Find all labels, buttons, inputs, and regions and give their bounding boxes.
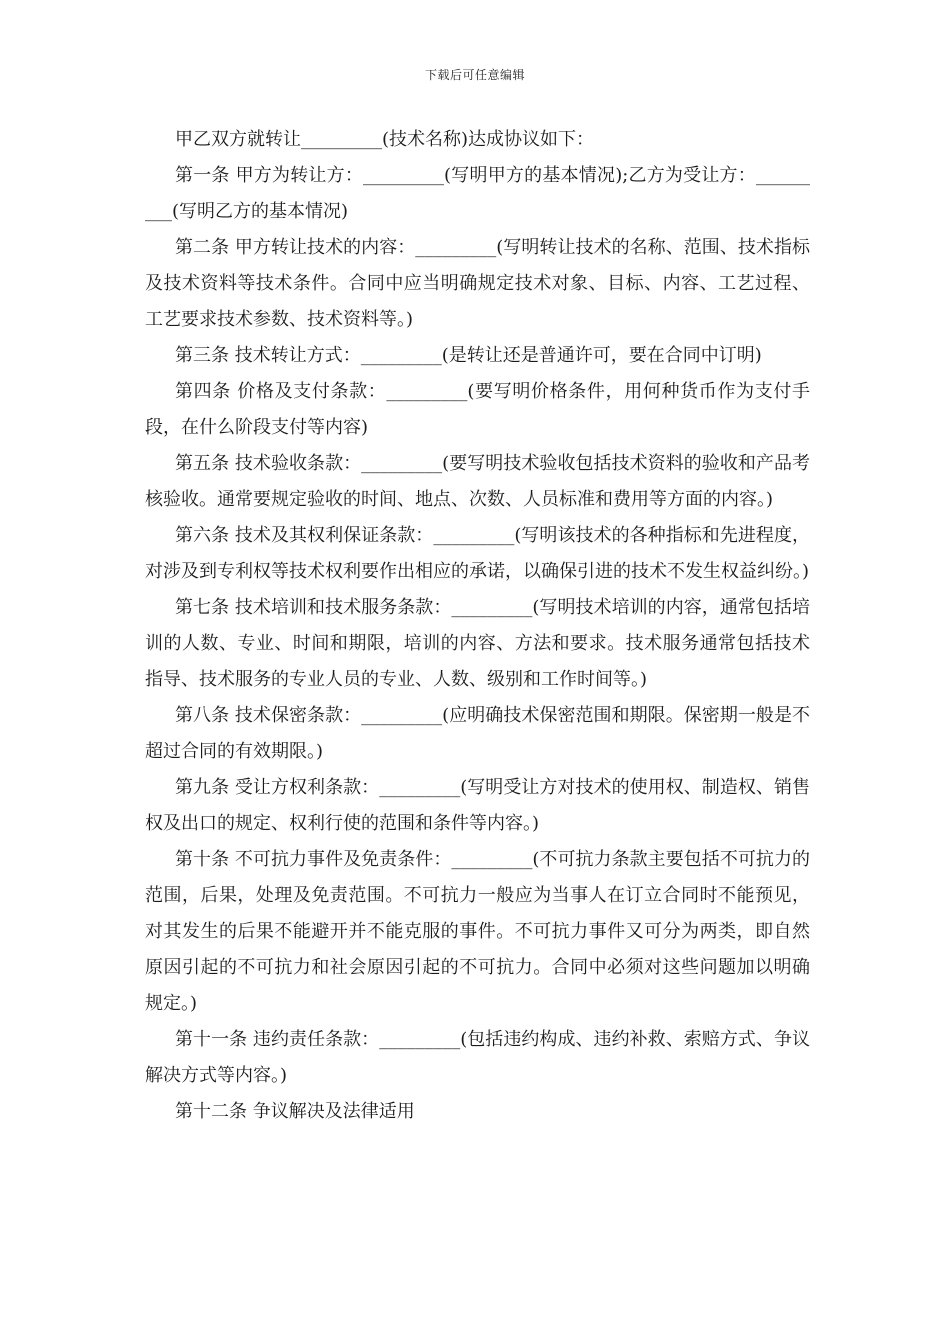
article-2: 第二条 甲方转让技术的内容：_________(写明转让技术的名称、范围、技术指标及技术资料等技术条件。合同中应当明确规定技术对象、目标、内容、工艺过程、工艺要求技术参数、技术资料等。) [145,237,810,330]
page-header: 下载后可任意编辑 [424,68,525,82]
document-body [145,122,810,1130]
article-10: 第十条 不可抗力事件及免责条件：_________(不可抗力条款主要包括不可抗力的范围，后果，处理及免责范围。不可抗力一般应为当事人在订立合同时不能预见，对其发生的后果不能避开并不能克服的事件。不可抗力事件又可分为两类，即自然原因引起的不可抗力和社会原因引起的不可抗力。合同中必须对这些问题加以明确规定。) [145,849,810,1014]
article-6: 第六条 技术及其权利保证条款：_________(写明该技术的各种指标和先进程度，对涉及到专利权等技术权利要作出相应的承诺，以确保引进的技术不发生权益纠纷。) [145,525,810,582]
article-9: 第九条 受让方权利条款：_________(写明受让方对技术的使用权、制造权、销售权及出口的规定、权利行使的范围和条件等内容。) [145,777,810,834]
article-8: 第八条 技术保密条款：_________(应明确技术保密范围和期限。保密期一般是不超过合同的有效期限。) [145,705,810,762]
intro-paragraph: 甲乙双方就转让_________(技术名称)达成协议如下： [175,129,595,150]
article-7: 第七条 技术培训和技术服务条款：_________(写明技术培训的内容，通常包括培训的人数、专业、时间和期限，培训的内容、方法和要求。技术服务通常包括技术指导、技术服务的专业人员的专业、人数、级别和工作时间等。) [145,597,810,690]
article-4: 第四条 价格及支付条款：_________(要写明价格条件，用何种货币作为支付手段，在什么阶段支付等内容) [145,381,810,438]
article-5: 第五条 技术验收条款：_________(要写明技术验收包括技术资料的验收和产品考核验收。通常要规定验收的时间、地点、次数、人员标准和费用等方面的内容。) [145,453,810,510]
article-11: 第十一条 违约责任条款：_________(包括违约构成、违约补救、索赔方式、争议解决方式等内容。) [145,1029,810,1086]
article-3: 第三条 技术转让方式：_________(是转让还是普通许可，要在合同中订明) [175,345,762,366]
article-12: 第十二条 争议解决及法律适用 [175,1101,415,1122]
article-1: 第一条 甲方为转让方：_________(写明甲方的基本情况);乙方为受让方：_________(写明乙方的基本情况) [145,165,810,222]
